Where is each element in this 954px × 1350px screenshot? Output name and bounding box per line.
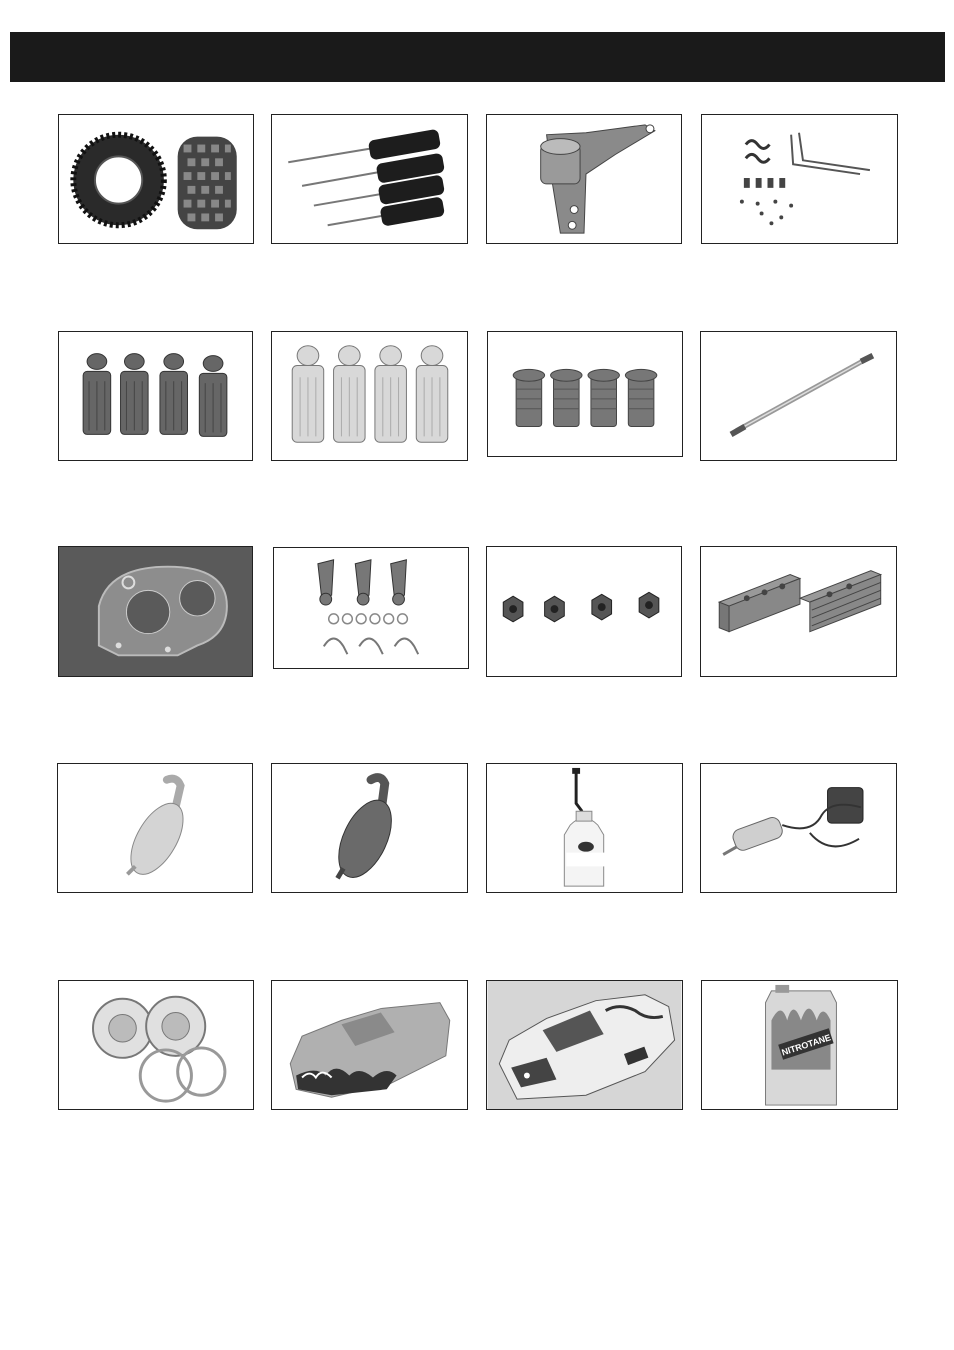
- product-image-tires: [58, 114, 254, 244]
- product-image-wheel-nuts: [486, 546, 682, 677]
- product-image-nitrotane-fuel-can: [701, 980, 898, 1110]
- product-image-engine-mount-blocks: [700, 546, 897, 677]
- product-image-shock-shaft: [700, 331, 897, 461]
- product-image-wheels-with-beadlocks: [58, 980, 254, 1110]
- product-image-shock-pivot-mounts: [273, 547, 469, 669]
- product-image-shock-bodies-dark: [58, 331, 253, 461]
- product-image-clear-gear-cover: [58, 546, 253, 677]
- product-image-shock-bodies-silver: [271, 331, 468, 461]
- product-image-tuned-pipe-dark: [271, 763, 468, 893]
- product-image-fuel-bottle: [486, 763, 683, 893]
- product-image-hex-drivers: [271, 114, 468, 244]
- product-image-shock-collars: [487, 331, 683, 457]
- product-image-truck-body-painted-flames: [271, 980, 468, 1110]
- product-image-tuned-pipe-silver: [57, 763, 253, 893]
- product-image-sway-bar-kit: [701, 114, 898, 244]
- product-image-truck-body-race-livery: [486, 980, 683, 1110]
- nitrotane-logo: NITROTANE: [780, 1032, 833, 1058]
- product-image-glow-igniter-charger: [700, 763, 897, 893]
- product-image-steering-servo-saver: [486, 114, 682, 244]
- header-bar: [10, 32, 945, 82]
